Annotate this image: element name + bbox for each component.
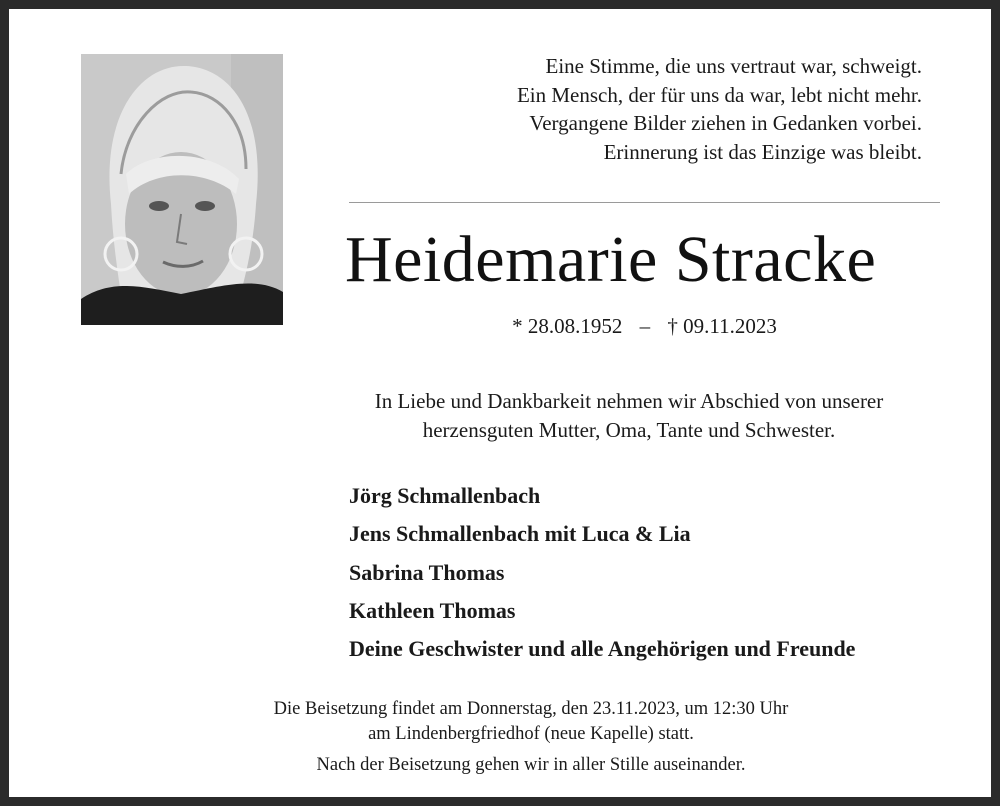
funeral-line: Die Beisetzung findet am Donnerstag, den 23.11.2023, um 12:30 Uhr — [273, 699, 789, 719]
poem-line: Ein Mensch, der für uns da war, lebt nicht mehr. — [516, 82, 922, 107]
life-dates — [349, 312, 940, 340]
divider-line — [349, 202, 940, 203]
farewell-line: herzensguten Mutter, Oma, Tante und Schwester. — [422, 417, 836, 442]
mourner-name: Jens Schmallenbach mit Luca & Lia — [349, 521, 691, 547]
memorial-poem — [362, 52, 922, 166]
mourner-name: Kathleen Thomas — [349, 597, 516, 623]
portrait-photo-icon — [81, 54, 283, 325]
mourner-name: Deine Geschwister und alle Angehörigen und Freunde — [349, 636, 856, 662]
poem-line: Vergangene Bilder ziehen in Gedanken vorbei. — [529, 111, 922, 135]
date-separator: – — [639, 314, 651, 338]
birth-date: * 28.08.1952 — [512, 314, 623, 338]
farewell-message — [329, 387, 929, 444]
closing-note: Nach der Beisetzung gehen wir in aller Stille auseinander. — [316, 755, 746, 775]
poem-line: Erinnerung ist das Einzige was bleibt. — [603, 139, 922, 164]
mourner-name: Sabrina Thomas — [349, 559, 505, 585]
portrait-photo — [81, 54, 283, 325]
poem-line: Eine Stimme, die uns vertraut war, schweigt. — [545, 54, 922, 78]
deceased-name: Heidemarie Stracke — [345, 223, 877, 296]
death-date: † 09.11.2023 — [667, 314, 777, 338]
funeral-details — [159, 697, 903, 746]
mourners-list — [349, 477, 969, 668]
mourner-name: Jörg Schmallenbach — [349, 483, 541, 508]
funeral-line: am Lindenbergfriedhof (neue Kapelle) statt. — [368, 723, 694, 744]
farewell-line: In Liebe und Dankbarkeit nehmen wir Abschied von unserer — [374, 389, 884, 413]
